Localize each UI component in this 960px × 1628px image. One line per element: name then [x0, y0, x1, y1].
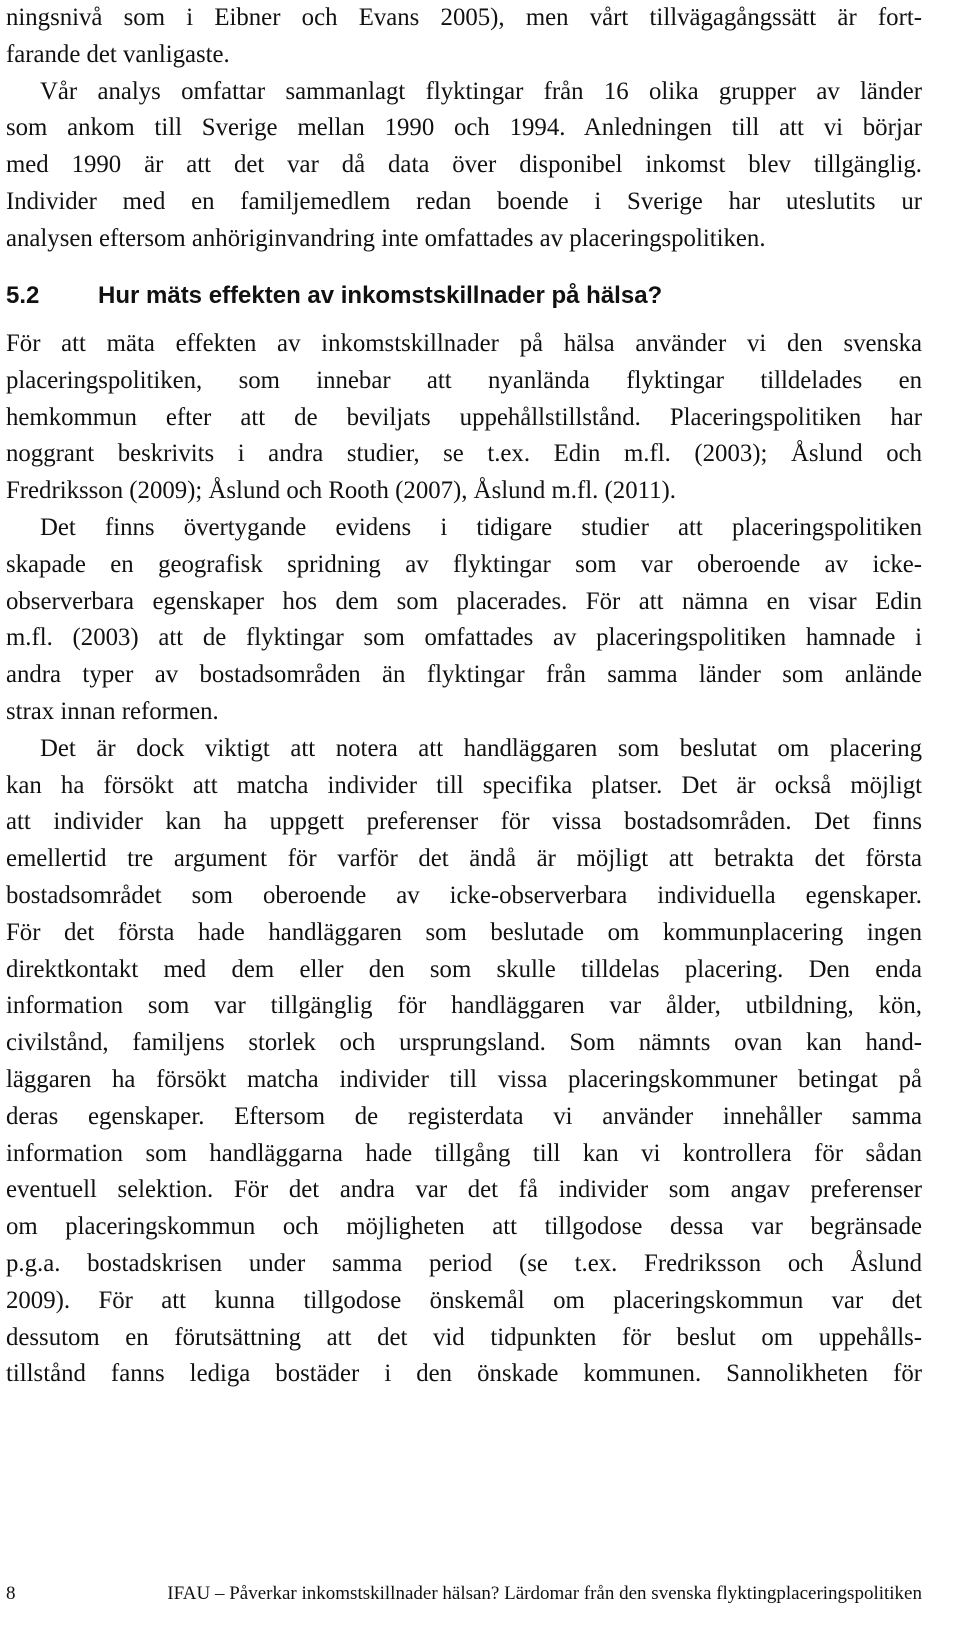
text-line: att individer kan ha uppgett preferenser för vissa bostadsområden. Det finns: [6, 808, 922, 836]
text-line: Det är dock viktigt att notera att handläggaren som beslutat om placering: [40, 734, 922, 762]
text-line: direktkontakt med dem eller den som skulle tilldelas placering. Den enda: [6, 955, 922, 983]
text-line: bostadsområdet som oberoende av icke-observerbara individuella egenskaper.: [6, 881, 922, 909]
text-line: observerbara egenskaper hos dem som placerades. För att nämna en visar Edin: [6, 587, 922, 615]
text-line: hemkommun efter att de beviljats uppehållstillstånd. Placeringspolitiken har: [6, 403, 922, 431]
text-line: information som var tillgänglig för handläggaren var ålder, utbildning, kön,: [6, 992, 922, 1020]
text-line: deras egenskaper. Eftersom de registerdata vi använder innehåller samma: [6, 1102, 922, 1130]
text-line: analysen eftersom anhöriginvandring inte omfattades av placeringspolitiken.: [6, 224, 766, 252]
text-line: farande det vanligaste.: [6, 40, 230, 68]
text-line: information som handläggarna hade tillgång till kan vi kontrollera för sådan: [6, 1139, 922, 1167]
text-line: eventuell selektion. För det andra var det få individer som angav preferenser: [6, 1176, 922, 1204]
text-line: ningsnivå som i Eibner och Evans 2005), men vårt tillvägagångssätt är fort-: [6, 4, 922, 31]
section-heading: [6, 280, 662, 312]
text-line: Vår analys omfattar sammanlagt flyktingar från 16 olika grupper av länder: [40, 77, 922, 105]
text-line: För att mäta effekten av inkomstskillnader på hälsa använder vi den svenska: [6, 330, 922, 357]
text-line: som ankom till Sverige mellan 1990 och 1994. Anledningen till att vi börjar: [6, 114, 922, 142]
intro-paragraphs: [6, 0, 922, 258]
text-line: noggrant beskrivits i andra studier, se t.ex. Edin m.fl. (2003); Åslund och: [6, 440, 922, 468]
section-number: 5.2: [6, 282, 40, 309]
text-line: Fredriksson (2009); Åslund och Rooth (2007), Åslund m.fl. (2011).: [6, 477, 676, 505]
text-line: civilstånd, familjens storlek och ursprungsland. Som nämnts ovan kan hand-: [6, 1029, 922, 1057]
text-line: kan ha försökt att matcha individer till specifika platser. Det är också möjligt: [6, 771, 922, 799]
page-number: 8: [6, 1583, 16, 1604]
text-line: emellertid tre argument för varför det ändå är möjligt att betrakta det första: [6, 845, 922, 873]
text-line: läggaren ha försökt matcha individer till vissa placeringskommuner betingat på: [6, 1065, 922, 1093]
body-paragraphs: [6, 326, 922, 1393]
section-title: Hur mäts effekten av inkomstskillnader på hälsa?: [98, 282, 663, 309]
text-line: skapade en geografisk spridning av flyktingar som var oberoende av icke-: [6, 550, 922, 578]
text-line: m.fl. (2003) att de flyktingar som omfattades av placeringspolitiken hamnade i: [6, 624, 922, 652]
text-line: Det finns övertygande evidens i tidigare studier att placeringspolitiken: [40, 513, 922, 541]
text-line: tillstånd fanns lediga bostäder i den önskade kommunen. Sannolikheten för: [6, 1360, 922, 1388]
text-line: med 1990 är att det var då data över disponibel inkomst blev tillgänglig.: [6, 151, 922, 179]
text-line: dessutom en förutsättning att det vid tidpunkten för beslut om uppehålls-: [6, 1323, 922, 1351]
text-line: Individer med en familjemedlem redan boende i Sverige har uteslutits ur: [6, 187, 922, 215]
text-line: placeringspolitiken, som innebar att nyanlända flyktingar tilldelades en: [6, 366, 922, 394]
text-line: om placeringskommun och möjligheten att tillgodose dessa var begränsade: [6, 1213, 922, 1241]
text-line: strax innan reformen.: [6, 697, 219, 725]
running-head: IFAU – Påverkar inkomstskillnader hälsan? Lärdomar från den svenska flyktingplaceringspolitiken: [167, 1583, 922, 1604]
text-line: p.g.a. bostadskrisen under samma period (se t.ex. Fredriksson och Åslund: [6, 1249, 922, 1277]
text-line: 2009). För att kunna tillgodose önskemål om placeringskommun var det: [6, 1286, 922, 1314]
text-line: andra typer av bostadsområden än flyktingar från samma länder som anlände: [6, 661, 922, 689]
text-line: För det första hade handläggaren som beslutade om kommunplacering ingen: [6, 918, 922, 946]
